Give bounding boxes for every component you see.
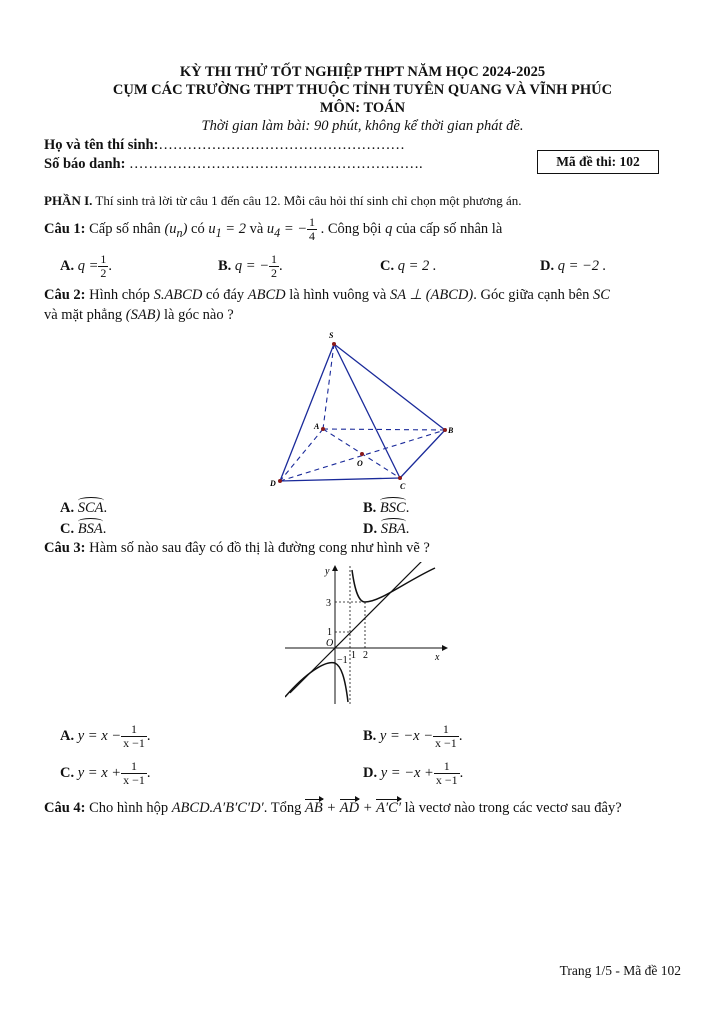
q2-t1: Hình chóp <box>89 287 150 303</box>
q2-label: Câu 2: <box>44 287 86 303</box>
exam-code-box: Mã đề thi: 102 <box>537 150 659 174</box>
q3-option-a[interactable]: A. y = x − $\frac{1}{x -1}$ . <box>60 722 151 750</box>
option-letter: C. <box>60 521 75 537</box>
option-end: . <box>102 521 107 537</box>
pyramid-figure <box>262 328 462 494</box>
q2-t7: . Góc giữa cạnh bên <box>473 287 590 303</box>
label-o: O <box>357 459 363 468</box>
q1-t3: và <box>249 220 264 237</box>
vertex-s <box>332 342 336 346</box>
q1-t2: có <box>191 220 205 237</box>
option-text: q = −2 . <box>557 258 607 274</box>
option-letter: B. <box>218 257 232 274</box>
q2-t8: SC <box>593 287 610 303</box>
duration: Thời gian làm bài: 90 phút, không kể thời gian phát đề. <box>201 118 524 134</box>
q2-stem <box>44 287 684 304</box>
q3-option-b[interactable]: B. y = −x − $\frac{1}{x -1}$ . <box>363 722 463 750</box>
q3-text: Hàm số nào sau đây có đồ thị là đường cong như hình vẽ ? <box>89 540 430 556</box>
sbd-dots: ……………………………………………………. <box>125 156 423 172</box>
q2-t6: SA ⊥ (ABCD) <box>389 287 474 303</box>
hyperbola-graph <box>285 562 451 706</box>
tick-3: 3 <box>326 598 331 609</box>
vertex-b <box>443 428 447 432</box>
candidate-name-line <box>44 137 405 154</box>
left-branch <box>285 663 348 702</box>
option-angle: BSC <box>379 500 406 516</box>
q1-option-d[interactable] <box>540 258 606 275</box>
q2-t4: ABCD <box>247 287 286 303</box>
q2-option-c[interactable] <box>60 521 106 538</box>
q2-option-d[interactable] <box>363 521 409 538</box>
label-y: y <box>325 566 330 577</box>
part1-label: PHẦN I. <box>44 193 93 208</box>
q4-t4: là vectơ nào trong các vectơ sau đây? <box>404 800 622 816</box>
subject: MÔN: TOÁN <box>319 100 406 116</box>
tick-1: 1 <box>327 627 332 638</box>
q1-t1: Cấp số nhân <box>89 220 161 237</box>
tick-minus1: −1 <box>337 655 348 666</box>
option-letter: D. <box>363 521 378 537</box>
option-letter: A. <box>60 727 75 744</box>
q3-stem <box>44 540 430 557</box>
q2-line2b: (SAB) <box>125 307 161 323</box>
label-x: x <box>435 652 440 663</box>
option-letter: A. <box>60 500 75 516</box>
q2-line2c: là góc nào ? <box>164 307 234 323</box>
vertex-o <box>360 452 364 456</box>
q4-label: Câu 4: <box>44 800 86 816</box>
label-c: C <box>400 482 406 491</box>
name-label: Họ và tên thí sinh: <box>44 137 159 153</box>
q1-option-a[interactable]: A. q = $\frac{1}{2}$ . <box>60 252 113 280</box>
part1-instruction <box>44 193 521 209</box>
vertex-d <box>278 479 282 483</box>
name-dots: …………………………………………… <box>158 137 405 153</box>
right-branch <box>352 568 435 602</box>
q2-line2a: và mặt phẳng <box>44 307 123 323</box>
label-a: A <box>314 422 320 431</box>
q3-option-c[interactable]: C. y = x + $\frac{1}{x -1}$ . <box>60 759 151 787</box>
q4-t1: Cho hình hộp <box>89 800 169 816</box>
option-letter: B. <box>363 500 377 516</box>
vertex-c <box>398 476 402 480</box>
q1-option-b[interactable]: B. q = − $\frac{1}{2}$ . <box>218 252 283 280</box>
q1-t4: . Công bội <box>320 220 382 237</box>
tick-x2: 2 <box>363 650 368 661</box>
school-cluster: CỤM CÁC TRƯỜNG THPT THUỘC TỈNH TUYÊN QUANG VÀ VĨNH PHÚC <box>112 82 613 98</box>
option-letter: B. <box>363 727 377 744</box>
q3-option-d[interactable]: D. y = −x + $\frac{1}{x -1}$ . <box>363 759 464 787</box>
option-end: . <box>405 500 410 516</box>
q1-label: Câu 1: <box>44 220 86 237</box>
label-o: O <box>326 638 334 649</box>
q4-stem: Câu 4: Cho hình hộp ABCD.A′B′C′D′. Tổng AB + AD + A′C′ là vectơ nào trong các vectơ sau đây? <box>44 800 622 816</box>
label-d: D <box>270 479 276 488</box>
option-letter: A. <box>60 257 75 274</box>
q2-t2: S.ABCD <box>153 287 203 303</box>
option-end: . <box>405 521 410 537</box>
q2-t5: là hình vuông và <box>289 287 387 303</box>
option-angle: BSA <box>77 521 103 537</box>
option-letter: D. <box>363 764 378 781</box>
label-s: S <box>329 331 334 340</box>
q3-label: Câu 3: <box>44 540 86 556</box>
q2-t3: có đáy <box>205 287 245 303</box>
q2-option-a[interactable] <box>60 500 107 517</box>
exam-title: KỲ THI THỬ TỐT NGHIỆP THPT NĂM HỌC 2024-2025 <box>179 64 546 80</box>
q2-option-b[interactable] <box>363 500 409 517</box>
part1-text: Thí sinh trả lời từ câu 1 đến câu 12. Mỗi câu hỏi thí sinh chỉ chọn một phương án. <box>95 193 522 208</box>
q4-t2: ABCD.A′B′C′D′ <box>171 800 264 816</box>
q1-stem: Câu 1: Cấp số nhân $(u_n)$ có $u_1 = 2$ và $u_4$ = − $\frac{1}{4}$ . Công bội q của cấp số nhân là <box>44 215 503 243</box>
option-letter: C. <box>60 764 75 781</box>
candidate-id-line <box>44 156 423 173</box>
option-angle: SCA <box>77 500 104 516</box>
sbd-label: Số báo danh: <box>44 156 126 172</box>
q1-option-c[interactable] <box>380 258 437 275</box>
q4-t3: . Tổng <box>263 800 302 816</box>
label-b: B <box>448 426 454 435</box>
q1-t5: của cấp số nhân là <box>395 220 503 237</box>
vertex-a <box>321 427 325 431</box>
option-text: q = 2 . <box>397 258 437 274</box>
q2-stem-line2 <box>44 307 234 324</box>
option-letter: C. <box>380 258 395 274</box>
option-angle: SBA <box>380 521 406 537</box>
page-footer: Trang 1/5 - Mã đề 102 <box>559 963 681 978</box>
option-letter: D. <box>540 258 555 274</box>
tick-x1: 1 <box>351 650 356 661</box>
option-end: . <box>103 500 108 516</box>
